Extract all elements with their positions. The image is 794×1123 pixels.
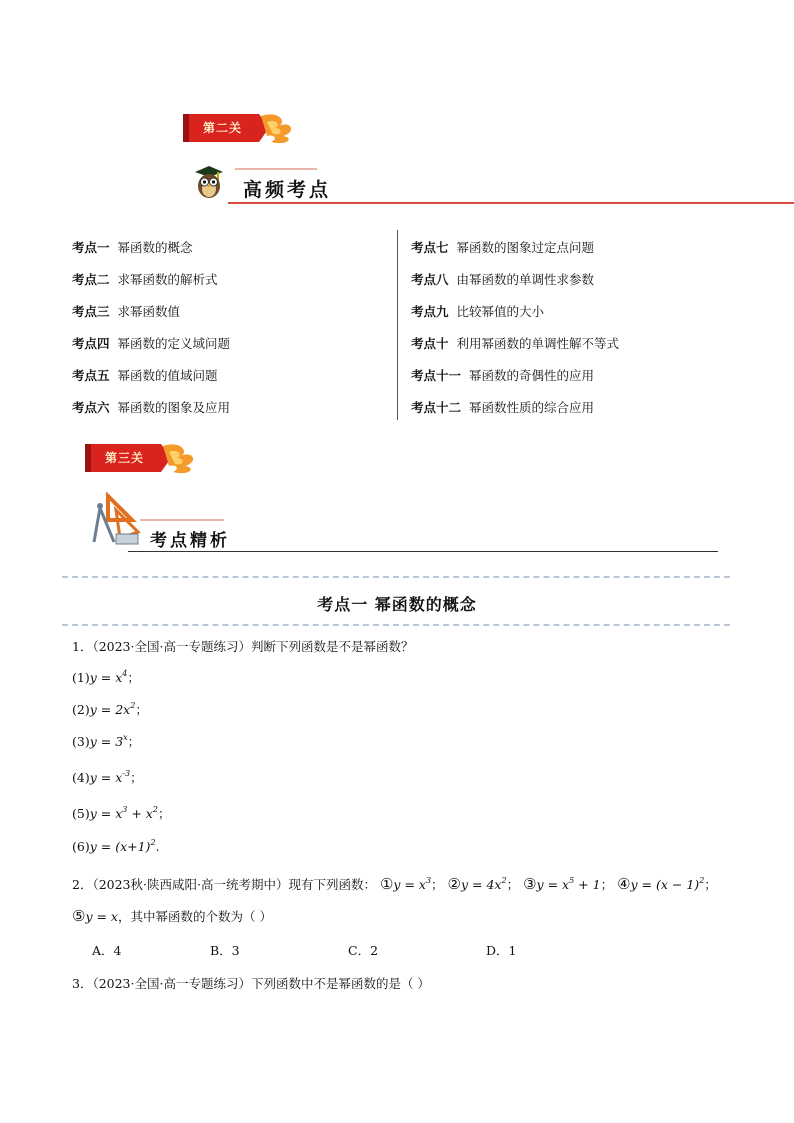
- index-item[interactable]: 考点三 求幂函数值: [72, 304, 180, 319]
- analysis-rule: [128, 551, 718, 552]
- banner-third-text: 第三关: [105, 451, 145, 465]
- banner-second-level: [183, 112, 303, 142]
- analysis-header-bar: [140, 519, 224, 521]
- q1-item-4: $(4)y = x^{-3}$；: [72, 769, 143, 785]
- q1-item-2: $(2)y = 2x^2$；: [72, 701, 148, 717]
- q1-item-1: $(1)y = x^4$；: [72, 669, 140, 685]
- q1-item-5: $(5)y = x^3 + x^2$；: [72, 805, 171, 821]
- high-freq-header-bar: [235, 168, 317, 170]
- q1-item-6: $(6)y = (x+1)^2$.: [72, 838, 160, 854]
- ribbon-flame-icon: [183, 112, 303, 146]
- high-freq-rule: [228, 202, 794, 204]
- banner-second-text: 第二关: [203, 121, 243, 135]
- q1-stem: 1．（2023·全国·高一专题练习）判断下列函数是不是幂函数？: [72, 639, 414, 654]
- q3-stem: 3．（2023·全国·高一专题练习）下列函数中不是幂函数的是（ ）: [72, 976, 430, 991]
- q2-option-d[interactable]: D．1: [486, 943, 517, 958]
- index-item[interactable]: 考点十一 幂函数的奇偶性的应用: [411, 368, 594, 383]
- section-title-high-freq: 高频考点: [243, 179, 332, 201]
- dash-line-top: [62, 576, 730, 578]
- index-item[interactable]: 考点七 幂函数的图象过定点问题: [411, 240, 594, 255]
- index-item[interactable]: 考点十 利用幂函数的单调性解不等式: [411, 336, 619, 351]
- q2-line-2: ⑤y = x，其中幂函数的个数为（ ）: [72, 907, 272, 925]
- index-item[interactable]: 考点四 幂函数的定义域问题: [72, 336, 230, 351]
- q2-line-1: 2．（2023秋·陕西咸阳·高一统考期中）现有下列函数： ①y = $x^3$； ②y = $4x^2$； ③y = $x^5 + 1$； ④y = $(x - 1)^2$；: [72, 875, 717, 893]
- index-right-column: [411, 238, 619, 430]
- q2-option-c[interactable]: C．2: [348, 943, 379, 958]
- index-divider: [397, 230, 398, 420]
- section-title-analysis: 考点精析: [150, 531, 230, 551]
- index-item[interactable]: 考点十二 幂函数性质的综合应用: [411, 400, 594, 415]
- dash-line-bottom: [62, 624, 730, 626]
- index-item[interactable]: 考点八 由幂函数的单调性求参数: [411, 272, 594, 287]
- banner-third-level: [85, 442, 205, 472]
- kp1-title: 考点一 幂函数的概念: [317, 595, 477, 614]
- index-left-column: [72, 238, 230, 430]
- ribbon-flame-icon: [85, 442, 205, 476]
- index-item[interactable]: 考点二 求幂函数的解析式: [72, 272, 218, 287]
- index-item[interactable]: 考点一 幂函数的概念: [72, 240, 193, 255]
- ruler-compass-icon: [92, 492, 144, 550]
- index-item[interactable]: 考点六 幂函数的图象及应用: [72, 400, 230, 415]
- q2-option-b[interactable]: B．3: [210, 943, 240, 958]
- q1-item-3: $(3)y = 3^x$；: [72, 733, 141, 749]
- index-item[interactable]: 考点九 比较幂值的大小: [411, 304, 544, 319]
- owl-icon: [192, 164, 226, 200]
- index-item[interactable]: 考点五 幂函数的值域问题: [72, 368, 218, 383]
- q2-option-a[interactable]: A．4: [92, 943, 122, 958]
